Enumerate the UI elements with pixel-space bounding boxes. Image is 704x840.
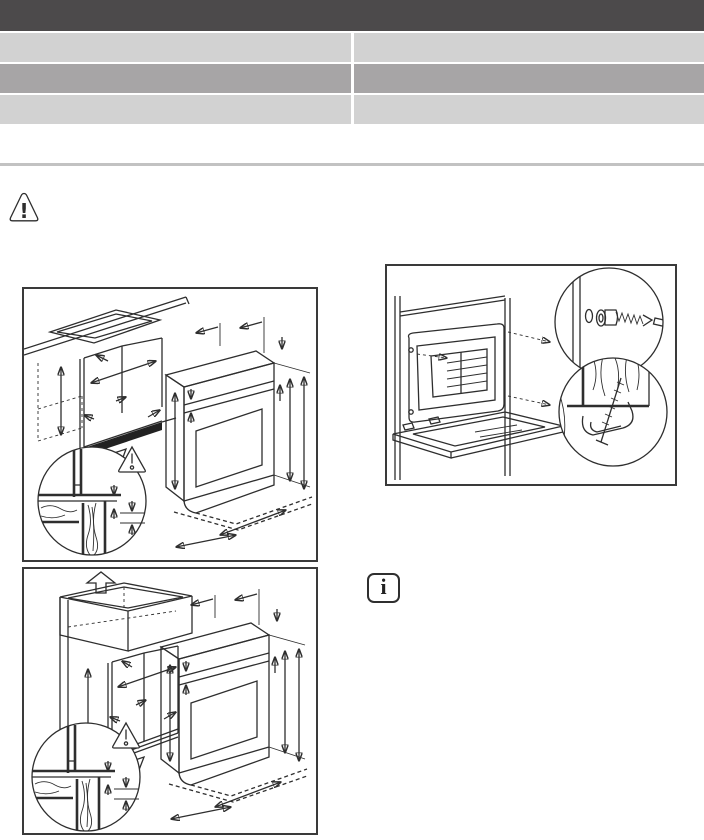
oven-dimension-drawing bbox=[161, 589, 307, 819]
table-cell bbox=[0, 95, 351, 124]
info-icon bbox=[367, 573, 400, 603]
fixing-drawing bbox=[387, 266, 675, 484]
spec-table bbox=[0, 33, 704, 124]
table-cell bbox=[0, 33, 351, 62]
table-cell bbox=[354, 64, 704, 93]
gap-detail-circle bbox=[32, 723, 140, 831]
wood-screw-detail-circle bbox=[555, 354, 667, 466]
info-icon-glyph: i bbox=[380, 574, 387, 599]
table-cell bbox=[0, 64, 351, 93]
figure-built-under-installation bbox=[22, 287, 318, 562]
figure-column-installation bbox=[22, 567, 318, 835]
worktop bbox=[24, 297, 189, 355]
section-divider bbox=[0, 163, 704, 166]
svg-text:!: ! bbox=[19, 199, 29, 223]
gap-detail-circle bbox=[38, 447, 146, 555]
built-under-drawing bbox=[24, 289, 316, 560]
figure-cabinet-fixing bbox=[385, 264, 677, 486]
oven-dimension-drawing bbox=[166, 317, 312, 547]
warning-icon bbox=[9, 190, 39, 225]
column-drawing bbox=[24, 569, 316, 833]
open-oven bbox=[393, 296, 563, 480]
table-cell bbox=[354, 33, 704, 62]
table-cell bbox=[354, 95, 704, 124]
header-bar bbox=[0, 0, 704, 31]
